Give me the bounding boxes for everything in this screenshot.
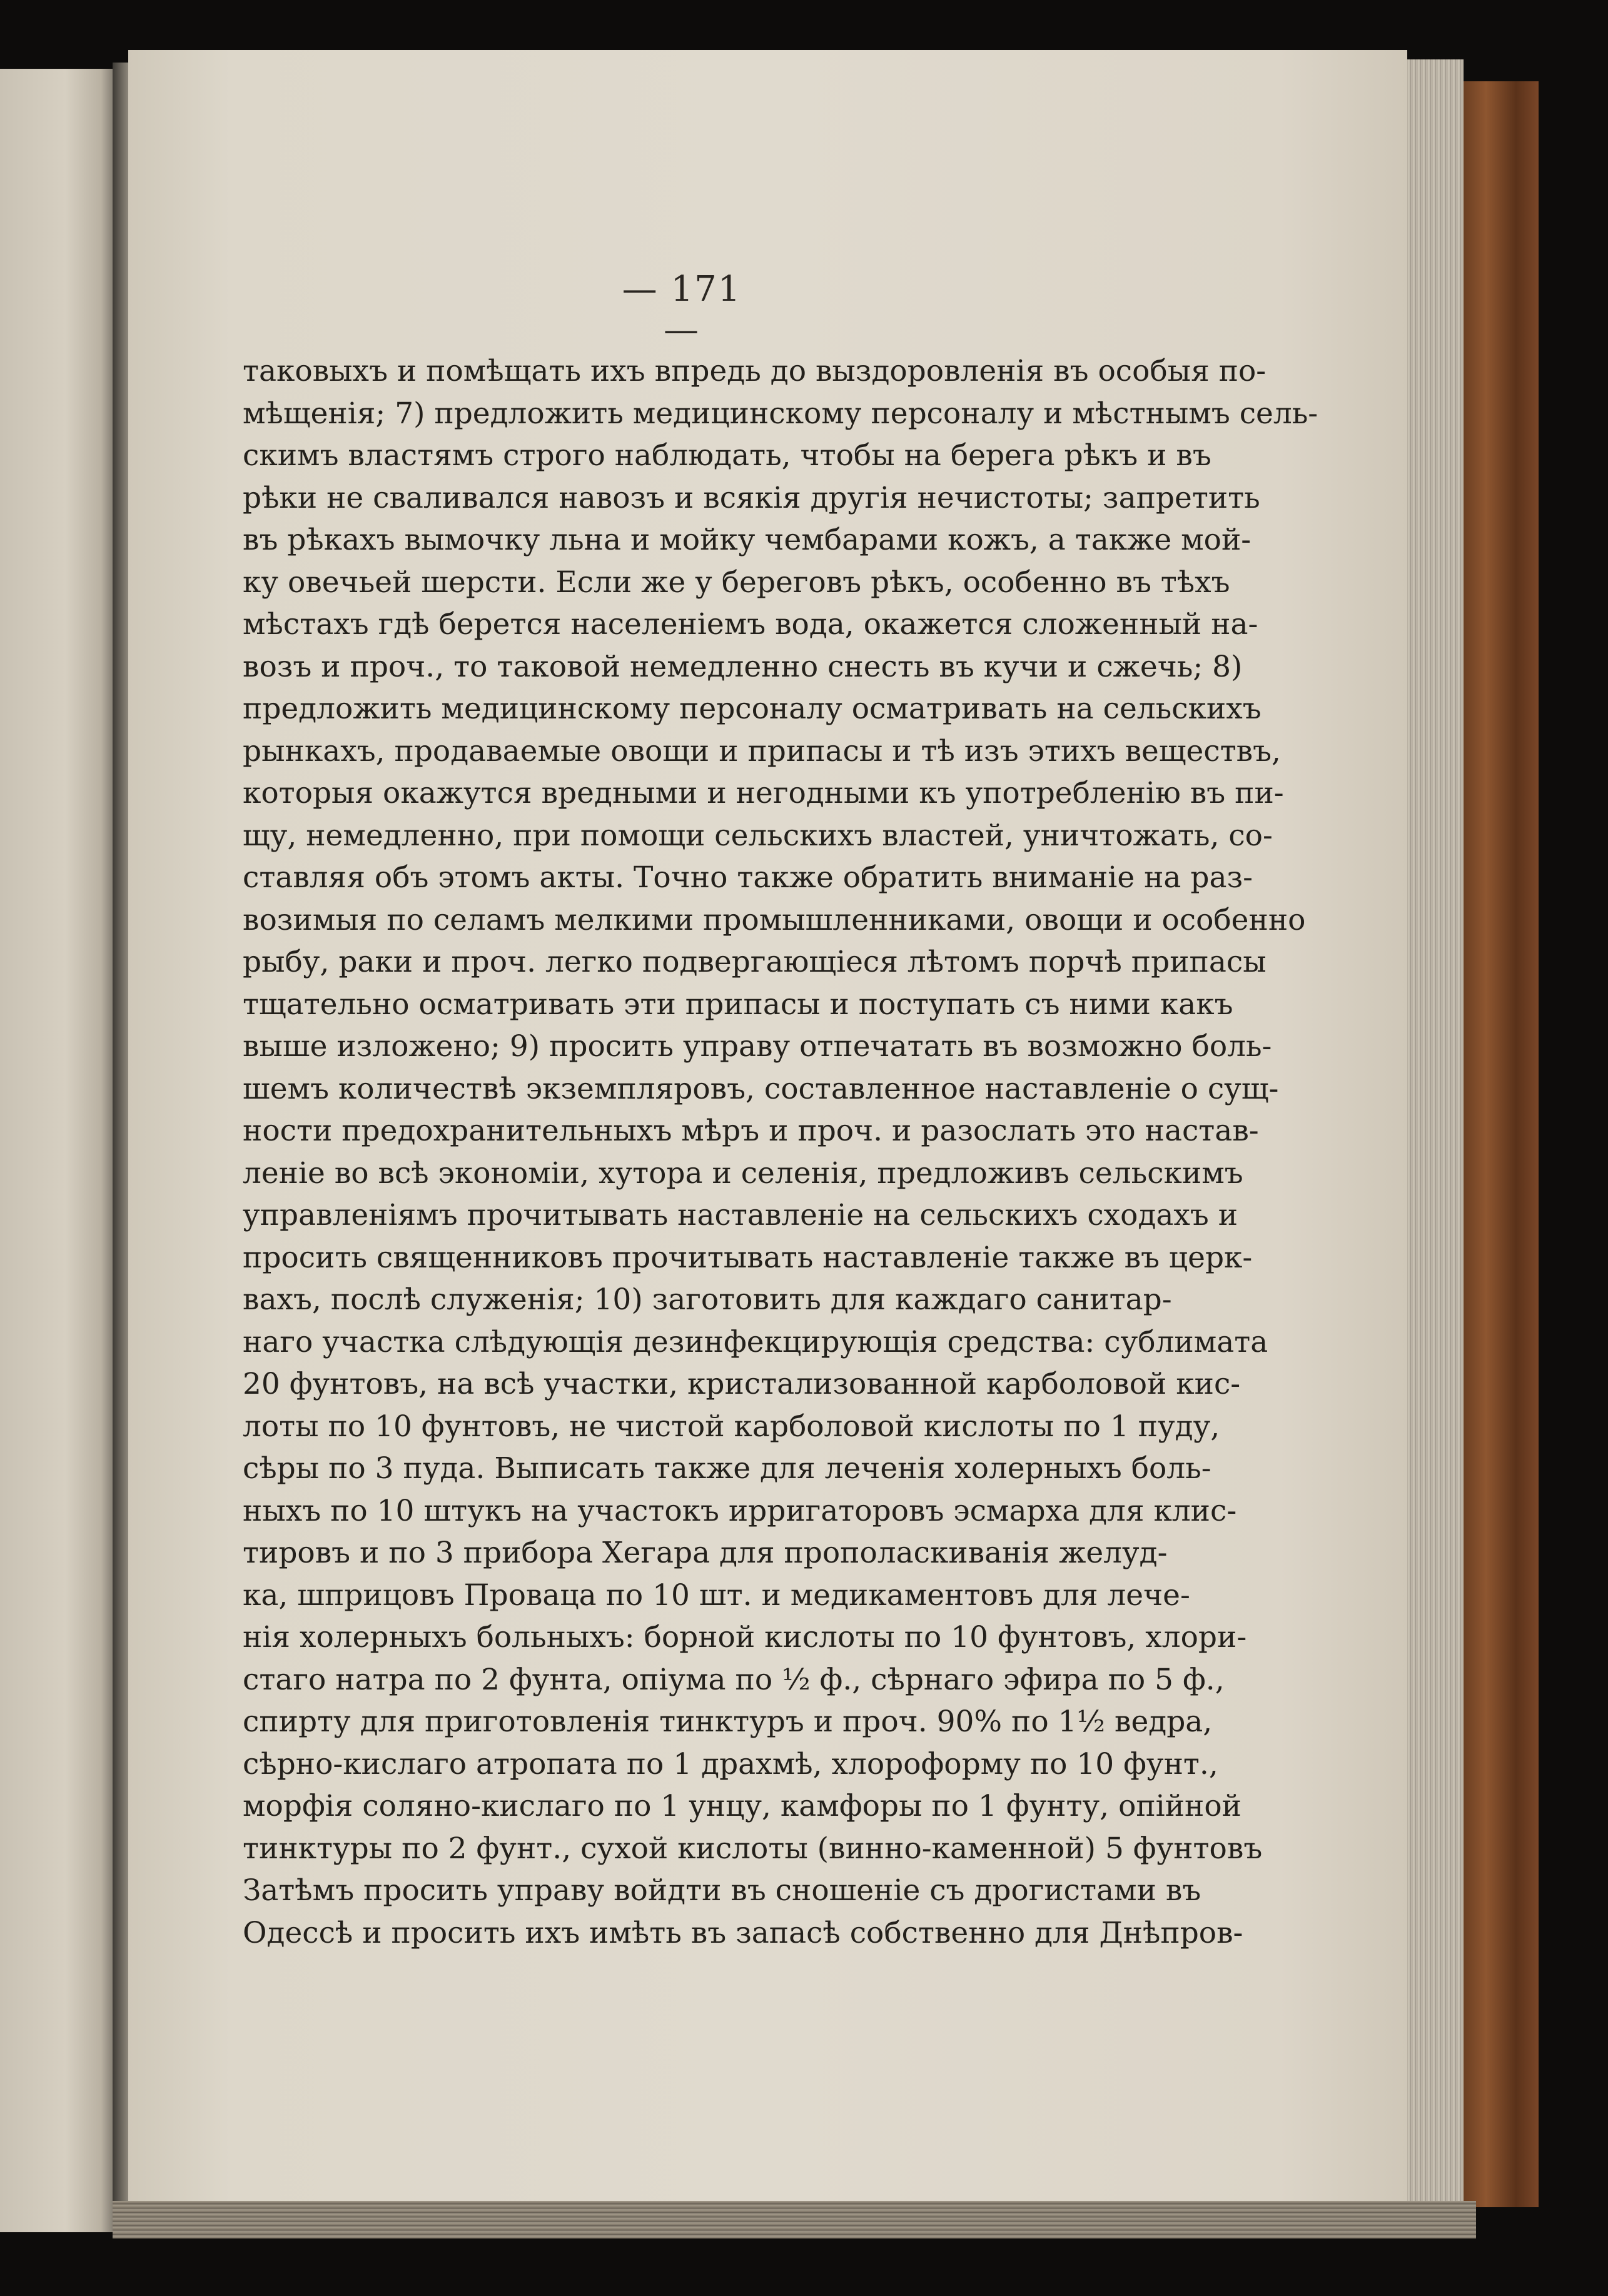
book-bottom-edge [113,2201,1476,2238]
text-line: ку овечьей шерсти. Если же у береговъ рѣкъ, особенно въ тѣхъ [243,565,1230,600]
text-line: управленіямъ прочитывать наставленіе на сельскихъ сходахъ и [243,1198,1238,1232]
text-line: щу, немедленно, при помощи сельскихъ властей, уничтожать, со- [243,818,1273,853]
text-line: леніе во всѣ экономіи, хутора и селенія, предложивъ сельскимъ [243,1156,1243,1191]
text-line: мѣстахъ гдѣ берется населеніемъ вода, окажется сложенный на- [243,607,1258,642]
text-line: ныхъ по 10 штукъ на участокъ ирригаторовъ эсмарха для клис- [243,1493,1237,1528]
text-line: тщательно осматривать эти припасы и поступать съ ними какъ [243,987,1233,1022]
text-line: Затѣмъ просить управу войдти въ сношеніе съ дрогистами въ [243,1873,1201,1908]
page-edges [1407,59,1464,2217]
text-line: возимыя по селамъ мелкими промышленниками, овощи и особенно [243,902,1306,937]
text-line: морфія солянo-кислаго по 1 унцу, камфоры по 1 фунту, опійной [243,1789,1241,1823]
text-line: рынкахъ, продаваемые овощи и припасы и тѣ изъ этихъ веществъ, [243,733,1281,768]
text-line: стаго натра по 2 фунта, опіума по ½ ф., сѣрнаго эфира по 5 ф., [243,1662,1225,1697]
text-line: сѣры по 3 пуда. Выписать также для леченія холерныхъ боль- [243,1451,1211,1486]
text-line: ка, шприцовъ Провацa по 10 шт. и медикаментовъ для лече- [243,1578,1190,1613]
text-line: возъ и проч., то таковой немедленно снесть въ кучи и сжечь; 8) [243,649,1243,684]
book-cover-edge [1464,81,1539,2207]
text-line: скимъ властямъ строго наблюдать, чтобы на берега рѣкъ и въ [243,438,1211,473]
page-number: — 171 — [622,269,742,350]
body-text [243,350,1318,1954]
left-page-edge [0,69,119,2232]
text-line: тировъ и по 3 прибора Хегара для прополаскиванія желуд- [243,1536,1168,1570]
text-line: мѣщенія; 7) предложить медицинскому персоналу и мѣстнымъ сель- [243,396,1318,431]
text-line: просить священниковъ прочитывать наставленіе также въ церк- [243,1240,1253,1275]
text-line: рѣки не сваливался навозъ и всякія другія нечистоты; запретить [243,480,1260,515]
text-line: выше изложено; 9) просить управу отпечатать въ возможно боль- [243,1029,1272,1064]
text-line: Одессѣ и просить ихъ имѣть въ запасѣ собственно для Днѣпров- [243,1915,1243,1950]
text-line: нія холерныхъ больныхъ: борной кислоты по 10 фунтовъ, хлори- [243,1620,1247,1654]
text-line: сѣрно-кислаго атропата по 1 драхмѣ, хлороформу по 10 фунт., [243,1746,1218,1781]
text-line: въ рѣкахъ вымочку льна и мойку чембарами кожъ, а также мой- [243,523,1252,557]
text-line: ставляя объ этомъ акты. Точно также обратить вниманіе на раз- [243,860,1253,895]
text-line: предложить медицинскому персоналу осматривать на сельскихъ [243,692,1262,726]
text-line: шемъ количествѣ экземпляровъ, составленное наставленіе о сущ- [243,1071,1279,1106]
text-line: 20 фунтовъ, на всѣ участки, кристализованной карболовой кис- [243,1367,1241,1401]
text-line: ности предохранительныхъ мѣръ и проч. и разослать это настав- [243,1114,1259,1148]
text-line: тинктуры по 2 фунт., сухой кислоты (винно-каменной) 5 фунтовъ [243,1831,1263,1866]
text-line: лоты по 10 фунтовъ, не чистой карболовой кислоты по 1 пуду, [243,1409,1220,1444]
text-line: которыя окажутся вредными и негодными къ употребленію въ пи- [243,776,1284,810]
text-line: рыбу, раки и проч. легко подвергающіеся лѣтомъ порчѣ припасы [243,945,1267,979]
text-line: таковыхъ и помѣщать ихъ впредь до выздоровленія въ особыя по- [243,354,1267,388]
text-line: наго участка слѣдующія дезинфекцирующія средства: сублимата [243,1324,1268,1359]
text-line: спирту для приготовленія тинктуръ и проч. 90% по 1½ ведра, [243,1704,1213,1739]
text-line: вахъ, послѣ служенія; 10) заготовить для каждаго санитар- [243,1282,1172,1317]
